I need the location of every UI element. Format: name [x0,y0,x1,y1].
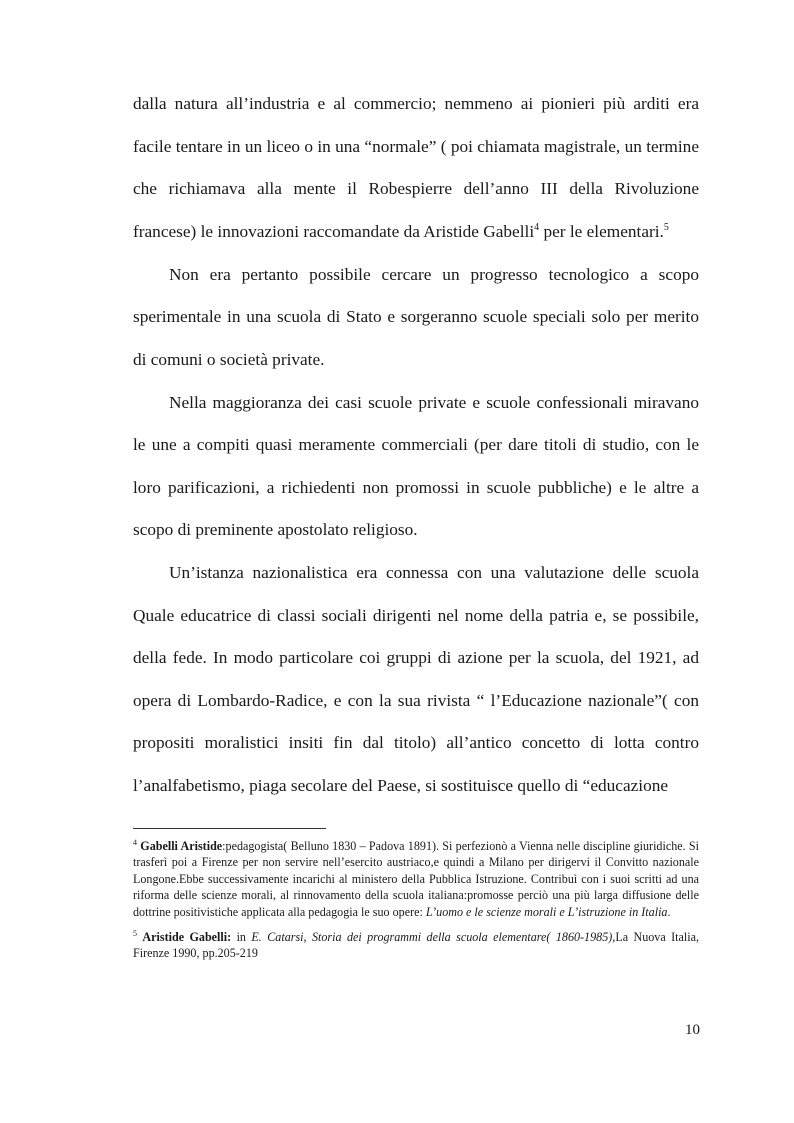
paragraph-1-tail: per le elementari. [539,221,664,241]
paragraph-4: Un’istanza nazionalistica era connessa con una valutazione delle scuola Quale educatrice di classi sociali dirigenti nel nome della patria e, se possibile, della fede. In modo particolare coi gruppi di azione per la scuola, del 1921, ad opera di Lombardo-Radice, e con la sua rivista “ l’Educazione nazionale”( con propositi moralistici insiti fin dal titolo) all’antico concetto di lotta contro l’analfabetismo, piaga secolare del Paese, si sostituisce quello di “educazione [133,563,699,795]
footnote-separator [133,828,326,829]
page-number: 10 [685,1022,700,1038]
footnote-5-source: E. Catarsi, Storia dei programmi della scuola elementare( 1860-1985), [251,930,616,945]
footnote-5-name: Aristide Gabelli: [142,930,232,945]
footnote-5 [133,929,699,962]
paragraph-2: Non era pertanto possibile cercare un progresso tecnologico a scopo sperimentale in una scuola di Stato e sorgeranno scuole speciali solo per merito di comuni o società private. [133,264,699,370]
footnote-ref-4[interactable]: 4 [534,222,540,234]
body-text [133,83,699,808]
footnote-5-post: La Nuova Italia, Firenze 1990, pp.205-219 [133,930,700,961]
footnote-5-number: 5 [133,929,137,938]
footnote-4-name: Gabelli Aristide [140,839,223,853]
footnote-4-text: :pedagogista( Belluno 1830 – Padova 1891). Si perfezionò a Vienna nelle discipline giuridiche. Si trasferì poi a Firenze per non servire nell’esercito austriaco,e quindi a Milano per dirigervi il Convitto nazionale Longone.Ebbe successivamente incarichi al ministero della Pubblica Istruzione. Contribuì con i suoi scritti ad una riforma delle scienze morali, al rinnovamento della scuola italiana:promosse perciò una più larga diffusione delle dottrine positivistiche applicata alla pedagogia le suo opere: [133,839,699,919]
paragraph-3: Nella maggioranza dei casi scuole private e scuole confessionali miravano le une a compiti quasi meramente commerciali (per dare titoli di studio, con le loro parificazioni, a richiedenti non promossi in scuole pubbliche) e le altre a scopo di preminente apostolato religioso. [133,392,699,540]
footnote-4-number: 4 [133,837,137,847]
footnote-5-pre: in [231,930,252,945]
footnote-4-end: . [667,904,671,919]
paragraph-1-text: dalla natura all’industria e al commercio; nemmeno ai pionieri più arditi era facile tentare in un liceo o in una “normale” ( poi chiamata magistrale, un termine che richiamava alla mente il Robespierre dell’anno III della Rivoluzione francese) le innovazioni raccomandate da Aristide Gabelli [133,94,699,241]
footnote-ref-5[interactable]: 5 [663,222,669,234]
footnote-4-works: L’uomo e le scienze morali e L’istruzione in Italia [425,904,668,919]
footnote-4 [133,838,699,920]
paragraph-1 [133,83,699,253]
footnotes [133,838,699,962]
